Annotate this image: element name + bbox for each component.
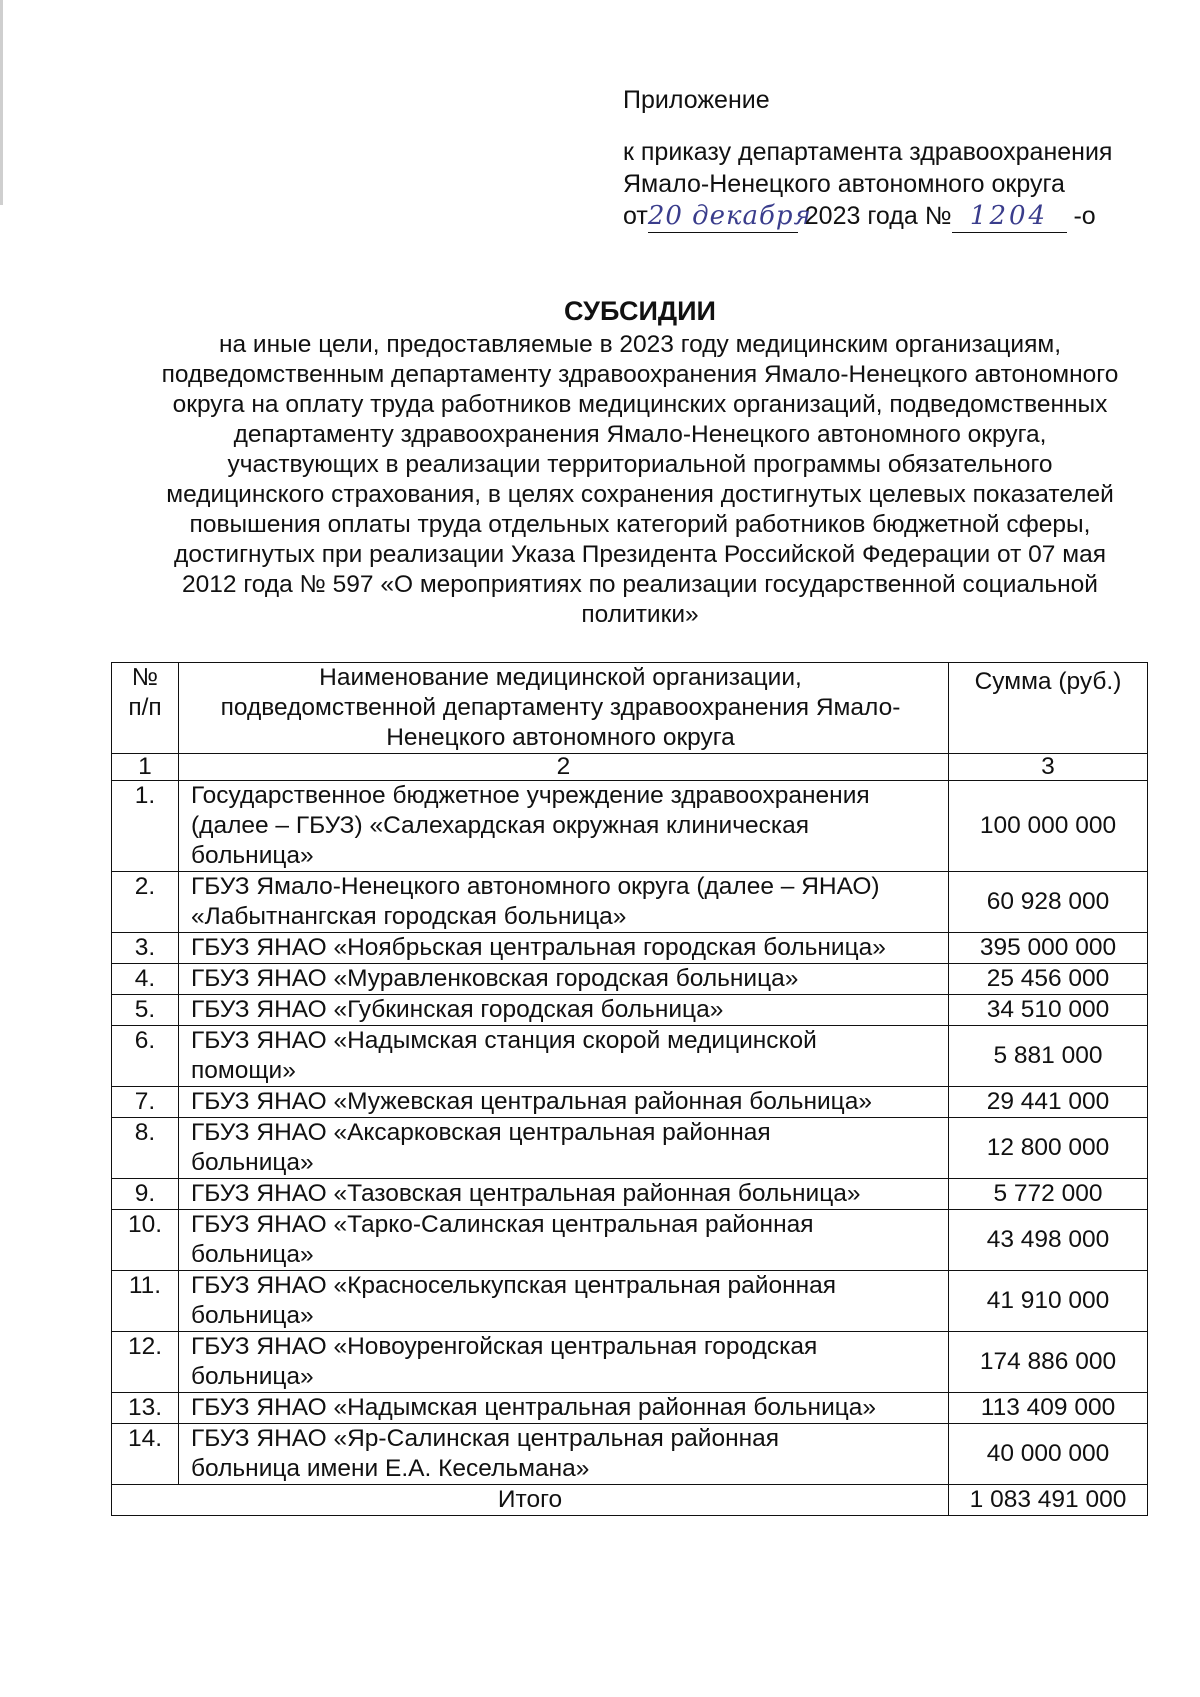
order-suffix: -о bbox=[1073, 202, 1096, 230]
total-row bbox=[112, 1485, 1148, 1516]
header-num-line: п/п bbox=[128, 694, 162, 721]
header-sum: Сумма (руб.) bbox=[949, 663, 1148, 754]
table-row bbox=[112, 1393, 1148, 1424]
subsidy-sum: 29 441 000 bbox=[949, 1087, 1148, 1118]
table-row bbox=[112, 964, 1148, 995]
subsidy-sum: 34 510 000 bbox=[949, 995, 1148, 1026]
organization-name-line: ГБУЗ ЯНАО «Яр-Салинская центральная районная bbox=[191, 1425, 780, 1452]
appendix-header bbox=[623, 84, 1112, 233]
year-text: 2023 года № bbox=[804, 202, 952, 230]
subsidy-sum: 5 881 000 bbox=[949, 1026, 1148, 1087]
row-number: 6. bbox=[112, 1026, 179, 1087]
subtitle-line: достигнутых при реализации Указа Президента Российской Федерации от 07 мая bbox=[174, 541, 1106, 568]
organization-name-line: ГБУЗ ЯНАО «Красноселькупская центральная районная bbox=[191, 1272, 837, 1299]
organization-name-line: больница имени Е.А. Кесельмана» bbox=[191, 1455, 590, 1482]
organization-name bbox=[179, 1271, 949, 1332]
organization-name-line: ГБУЗ ЯНАО «Надымская станция скорой медицинской bbox=[191, 1027, 817, 1054]
row-number: 2. bbox=[112, 872, 179, 933]
table-row bbox=[112, 781, 1148, 872]
organization-name bbox=[179, 995, 949, 1026]
row-number: 14. bbox=[112, 1424, 179, 1485]
table-row bbox=[112, 1271, 1148, 1332]
organization-name-line: ГБУЗ ЯНАО «Тарко-Салинская центральная районная bbox=[191, 1211, 814, 1238]
header-name bbox=[179, 663, 949, 754]
total-label: Итого bbox=[112, 1485, 949, 1516]
table-row bbox=[112, 1026, 1148, 1087]
organization-name bbox=[179, 1179, 949, 1210]
organization-name bbox=[179, 964, 949, 995]
header-name-line: Наименование медицинской организации, bbox=[319, 664, 802, 691]
organization-name-line: (далее – ГБУЗ) «Салехардская окружная клиническая bbox=[191, 812, 810, 839]
organization-name bbox=[179, 1424, 949, 1485]
document-title: СУБСИДИИ bbox=[564, 296, 716, 326]
table-row bbox=[112, 933, 1148, 964]
subsidies-table bbox=[111, 662, 1148, 1516]
organization-name bbox=[179, 1332, 949, 1393]
subsidy-sum: 60 928 000 bbox=[949, 872, 1148, 933]
subsidy-sum: 174 886 000 bbox=[949, 1332, 1148, 1393]
organization-name-line: «Лабытнангская городская больница» bbox=[191, 903, 627, 930]
order-line-2: Ямало-Ненецкого автономного округа bbox=[623, 170, 1065, 198]
table-row bbox=[112, 1332, 1148, 1393]
organization-name-line: ГБУЗ ЯНАО «Надымская центральная районная больница» bbox=[191, 1394, 877, 1421]
subtitle-line: подведомственным департаменту здравоохранения Ямало-Ненецкого автономного bbox=[161, 361, 1119, 388]
row-number: 7. bbox=[112, 1087, 179, 1118]
subtitle-line: повышения оплаты труда отдельных категорий работников бюджетной сферы, bbox=[189, 511, 1091, 538]
subsidy-sum: 43 498 000 bbox=[949, 1210, 1148, 1271]
subtitle-line: 2012 года № 597 «О мероприятиях по реализации государственной социальной bbox=[182, 571, 1098, 598]
organization-name-line: ГБУЗ ЯНАО «Аксарковская центральная районная bbox=[191, 1119, 771, 1146]
organization-name-line: больница» bbox=[191, 1302, 314, 1329]
total-sum: 1 083 491 000 bbox=[949, 1485, 1148, 1516]
subsidy-sum: 100 000 000 bbox=[949, 781, 1148, 872]
row-number: 8. bbox=[112, 1118, 179, 1179]
row-number: 10. bbox=[112, 1210, 179, 1271]
subtitle-line: медицинского страхования, в целях сохранения достигнутых целевых показателей bbox=[166, 481, 1114, 508]
page-edge-mark bbox=[0, 0, 3, 205]
subsidy-sum: 113 409 000 bbox=[949, 1393, 1148, 1424]
organization-name-line: ГБУЗ ЯНАО «Ноябрьская центральная городская больница» bbox=[191, 934, 886, 961]
row-number: 9. bbox=[112, 1179, 179, 1210]
row-number: 1. bbox=[112, 781, 179, 872]
table-row bbox=[112, 1179, 1148, 1210]
column-index: 2 bbox=[179, 754, 949, 781]
order-date-line bbox=[623, 200, 1112, 233]
organization-name-line: ГБУЗ Ямало-Ненецкого автономного округа (далее – ЯНАО) bbox=[191, 873, 880, 900]
subtitle-line: участвующих в реализации территориальной программы обязательного bbox=[227, 451, 1053, 478]
from-prefix: от bbox=[623, 202, 648, 230]
table-row bbox=[112, 1210, 1148, 1271]
subtitle-line: на иные цели, предоставляемые в 2023 году медицинским организациям, bbox=[218, 331, 1062, 358]
column-index: 1 bbox=[112, 754, 179, 781]
organization-name-line: больница» bbox=[191, 1363, 314, 1390]
organization-name-line: помощи» bbox=[191, 1057, 296, 1084]
header-num-line: № bbox=[131, 664, 159, 691]
subsidy-sum: 5 772 000 bbox=[949, 1179, 1148, 1210]
organization-name-line: больница» bbox=[191, 1149, 314, 1176]
appendix-label: Приложение bbox=[623, 86, 770, 114]
organization-name-line: ГБУЗ ЯНАО «Мужевская центральная районная больница» bbox=[191, 1088, 872, 1115]
subsidy-sum: 25 456 000 bbox=[949, 964, 1148, 995]
organization-name-line: ГБУЗ ЯНАО «Муравленковская городская больница» bbox=[191, 965, 799, 992]
organization-name bbox=[179, 872, 949, 933]
organization-name-line: ГБУЗ ЯНАО «Тазовская центральная районная больница» bbox=[191, 1180, 861, 1207]
table-row bbox=[112, 1087, 1148, 1118]
handwritten-number: 1204 bbox=[952, 200, 1067, 233]
row-number: 4. bbox=[112, 964, 179, 995]
subsidy-sum: 12 800 000 bbox=[949, 1118, 1148, 1179]
table-row bbox=[112, 995, 1148, 1026]
organization-name bbox=[179, 781, 949, 872]
organization-name-line: больница» bbox=[191, 1241, 314, 1268]
table-body bbox=[112, 781, 1148, 1485]
organization-name bbox=[179, 933, 949, 964]
organization-name-line: Государственное бюджетное учреждение здравоохранения bbox=[191, 782, 870, 809]
table-row bbox=[112, 1118, 1148, 1179]
table-header-row bbox=[112, 663, 1148, 754]
row-number: 11. bbox=[112, 1271, 179, 1332]
subsidy-sum: 41 910 000 bbox=[949, 1271, 1148, 1332]
organization-name bbox=[179, 1118, 949, 1179]
organization-name-line: больница» bbox=[191, 842, 314, 869]
order-line-1: к приказу департамента здравоохранения bbox=[623, 138, 1113, 166]
organization-name bbox=[179, 1210, 949, 1271]
header-name-line: Ненецкого автономного округа bbox=[386, 724, 735, 751]
subtitle-line: политики» bbox=[581, 601, 699, 628]
organization-name-line: ГБУЗ ЯНАО «Новоуренгойская центральная городская bbox=[191, 1333, 818, 1360]
column-index: 3 bbox=[949, 754, 1148, 781]
organization-name bbox=[179, 1087, 949, 1118]
table-row bbox=[112, 872, 1148, 933]
header-num bbox=[112, 663, 179, 754]
organization-name bbox=[179, 1393, 949, 1424]
header-name-line: подведомственной департаменту здравоохранения Ямало- bbox=[220, 694, 901, 721]
organization-name-line: ГБУЗ ЯНАО «Губкинская городская больница» bbox=[191, 996, 724, 1023]
subtitle-line: округа на оплату труда работников медицинских организаций, подведомственных bbox=[172, 391, 1108, 418]
subsidy-sum: 40 000 000 bbox=[949, 1424, 1148, 1485]
subtitle-line: департаменту здравоохранения Ямало-Ненецкого автономного округа, bbox=[233, 421, 1047, 448]
column-index-row bbox=[112, 754, 1148, 781]
table-row bbox=[112, 1424, 1148, 1485]
organization-name bbox=[179, 1026, 949, 1087]
row-number: 12. bbox=[112, 1332, 179, 1393]
row-number: 5. bbox=[112, 995, 179, 1026]
handwritten-date: 20 декабря bbox=[647, 201, 812, 231]
row-number: 3. bbox=[112, 933, 179, 964]
row-number: 13. bbox=[112, 1393, 179, 1424]
subsidy-sum: 395 000 000 bbox=[949, 933, 1148, 964]
document-subtitle bbox=[110, 330, 1170, 630]
